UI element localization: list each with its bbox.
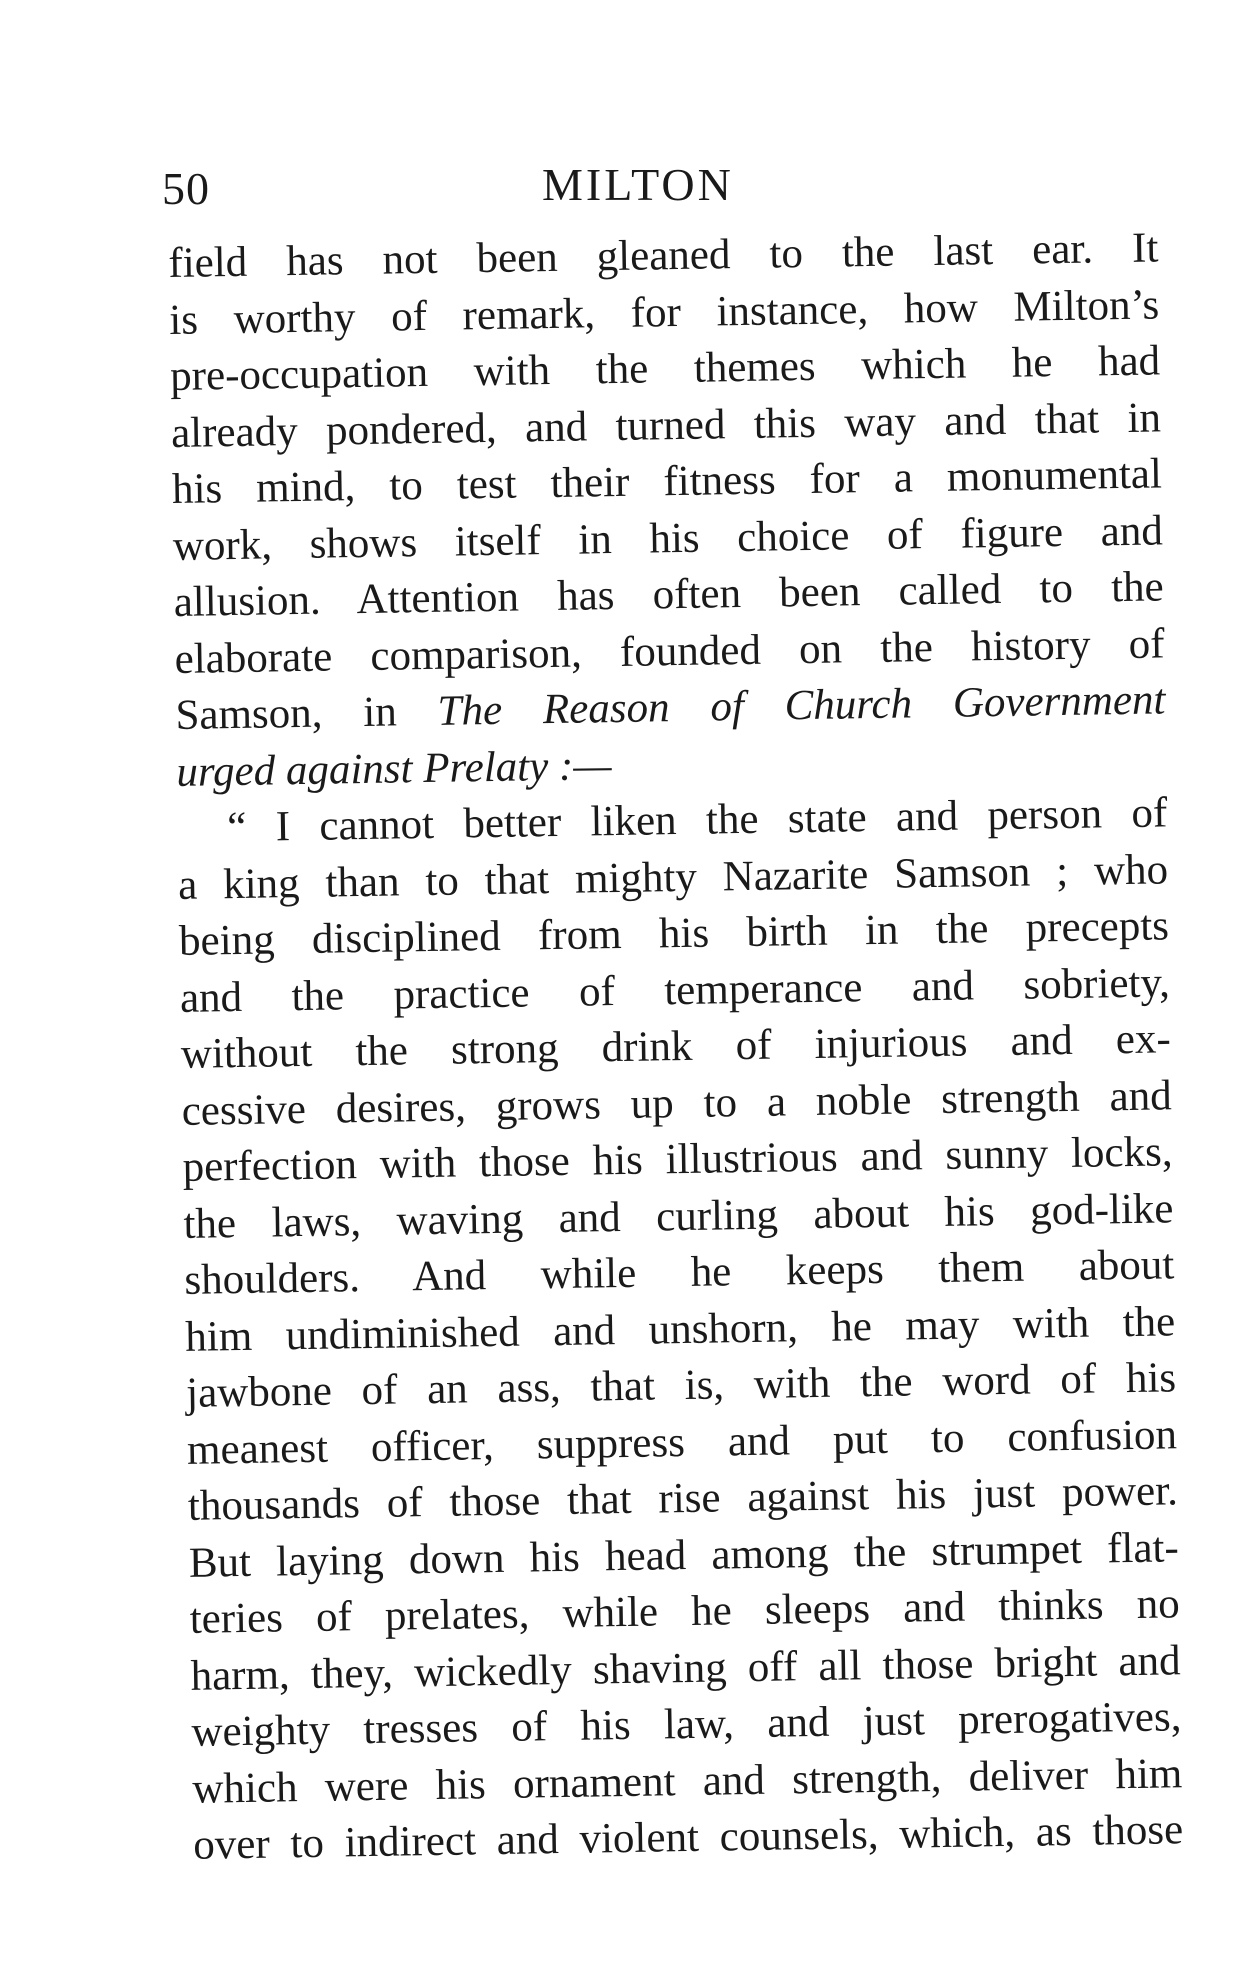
text-line: his mind, to test their fitness for a monumental [171,450,1163,513]
text-line: pre-occupation with the themes which he had [169,337,1161,400]
body-text [168,220,1184,1874]
text-line: over to indirect and violent counsels, which, as those [192,1806,1184,1869]
text-line: teries of prelates, while he sleeps and thinks no [189,1580,1180,1643]
text-line: thousands of those that rise against his just power. [187,1467,1179,1530]
text-line: and the practice of temperance and sobriety, [179,958,1171,1022]
text-line: field has not been gleaned to the last ear. It [168,224,1159,287]
italic-title-continued: urged against Prelaty :— [176,741,612,796]
text-line: perfection with those his illustrious and sunny locks, [182,1128,1173,1191]
text-line: meanest officer, suppress and put to confusion [186,1410,1178,1474]
text-line: But laying down his head among the strumpet flat- [188,1523,1180,1587]
text-line: which were his ornament and strength, deliver him [192,1749,1183,1813]
text-line: elaborate comparison, founded on the history of [174,619,1165,683]
text-line: is worthy of remark, for instance, how Milton’s [168,280,1160,344]
page-number: 50 [162,163,210,214]
text-line: him undiminished and unshorn, he may with the [184,1297,1176,1361]
text-line: jawbone of an ass, that is, with the word of his [185,1354,1177,1417]
text-line: weighty tresses of his law, and just prerogatives, [191,1693,1182,1756]
quotation-start-line: “ I cannot better liken the state and person of [226,789,1168,852]
running-title: MILTON [542,159,734,210]
text-line: already pondered, and turned this way and that in [170,393,1162,457]
italic-title: The Reason of Church Government [437,676,1166,735]
text-line: shoulders. And while he keeps them about [184,1241,1175,1304]
text-line: a king than to that mighty Nazarite Samson ; who [177,845,1169,909]
text-line: cessive desires, grows up to a noble strength and [181,1071,1172,1135]
text-line: the laws, waving and curling about his god-like [183,1184,1174,1248]
text-line: allusion. Attention has often been called to the [173,563,1165,626]
text-line: harm, they, wickedly shaving off all those bright and [190,1636,1181,1700]
text-line-start: Samson, in [175,688,398,739]
page-header [162,158,1162,218]
text-line: being disciplined from his birth in the precepts [178,902,1170,965]
text-line: without the strong drink of injurious and ex- [180,1015,1172,1078]
text-line: work, shows itself in his choice of figure and [172,506,1164,570]
